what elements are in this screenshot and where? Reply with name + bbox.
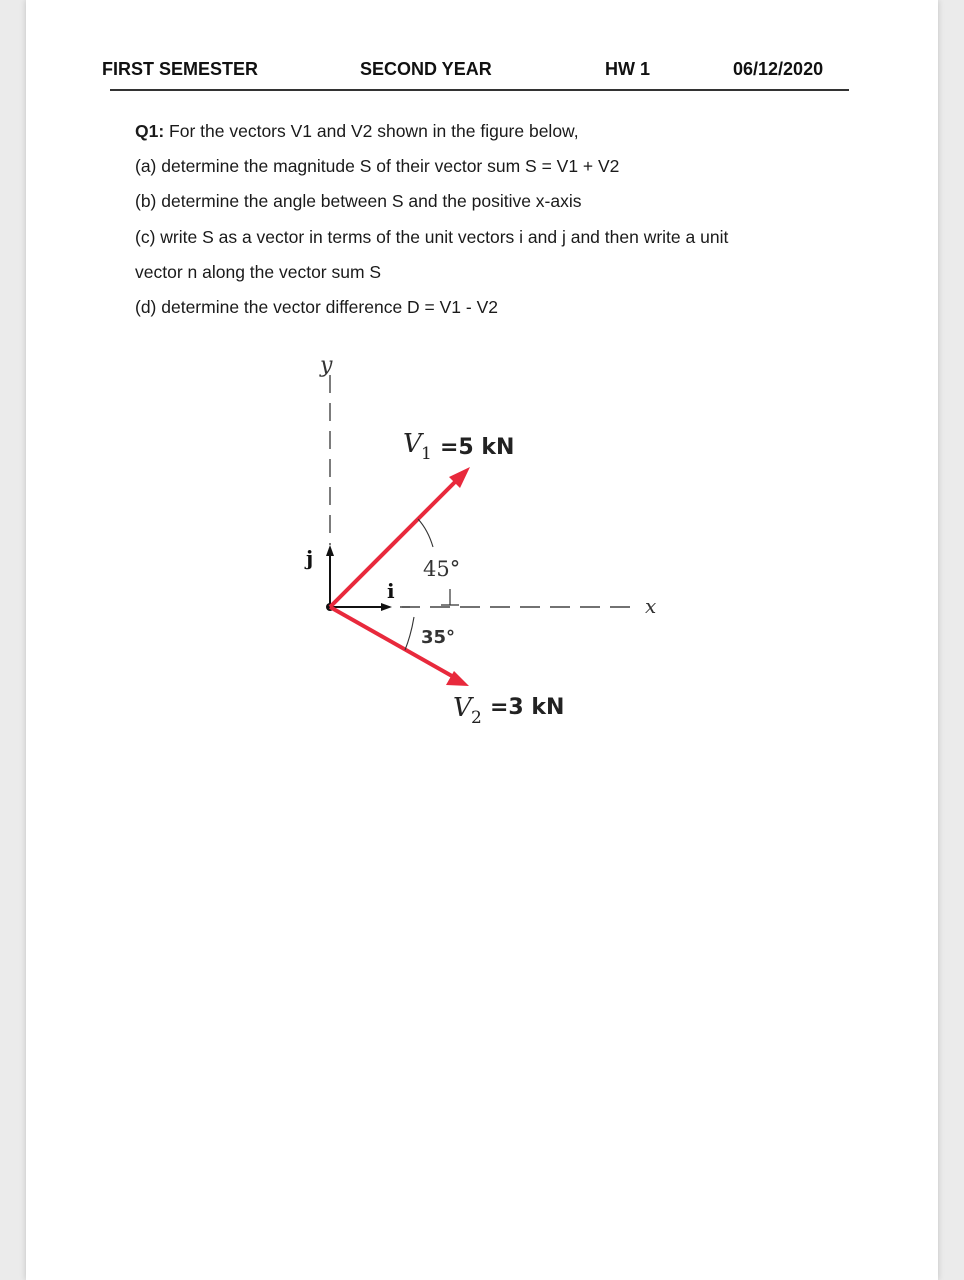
header-date: 06/12/2020 (733, 59, 824, 79)
angle-arc-v2 (405, 617, 414, 650)
angle-v1-label: 45° (423, 557, 461, 581)
question-part-c-cont: vector n along the vector sum S (135, 262, 382, 282)
v1-value: =5 kN (440, 435, 515, 460)
question-part-b: (b) determine the angle between S and the positive x-axis (135, 191, 582, 211)
unit-i-label: i (387, 579, 395, 603)
angle-v2-label: 35° (421, 627, 456, 648)
header-semester: FIRST SEMESTER (102, 59, 259, 79)
v2-symbol: V (453, 693, 472, 723)
unit-i-arrowhead (381, 603, 392, 611)
question-part-c: (c) write S as a vector in terms of the unit vectors i and j and then write a unit (135, 227, 729, 247)
question-part-a: (a) determine the magnitude S of their vector sum S = V1 + V2 (135, 156, 620, 176)
question-label: Q1: (135, 121, 165, 141)
y-axis-label: y (320, 353, 333, 378)
angle-arc-v1 (418, 519, 433, 547)
unit-j-label: j (306, 546, 314, 570)
header-year: SECOND YEAR (360, 59, 492, 79)
question-part-d: (d) determine the vector difference D = V1 - V2 (135, 297, 498, 317)
header-hw: HW 1 (605, 59, 650, 79)
vector-v1 (330, 476, 461, 607)
unit-j-arrowhead (326, 545, 334, 556)
v1-subscript: 1 (421, 444, 432, 464)
v2-subscript: 2 (471, 708, 482, 728)
x-axis-label: x (645, 594, 657, 618)
question-intro-text: For the vectors V1 and V2 shown in the figure below, (164, 121, 579, 141)
v1-symbol: V (403, 429, 422, 459)
v2-value: =3 kN (490, 695, 565, 720)
